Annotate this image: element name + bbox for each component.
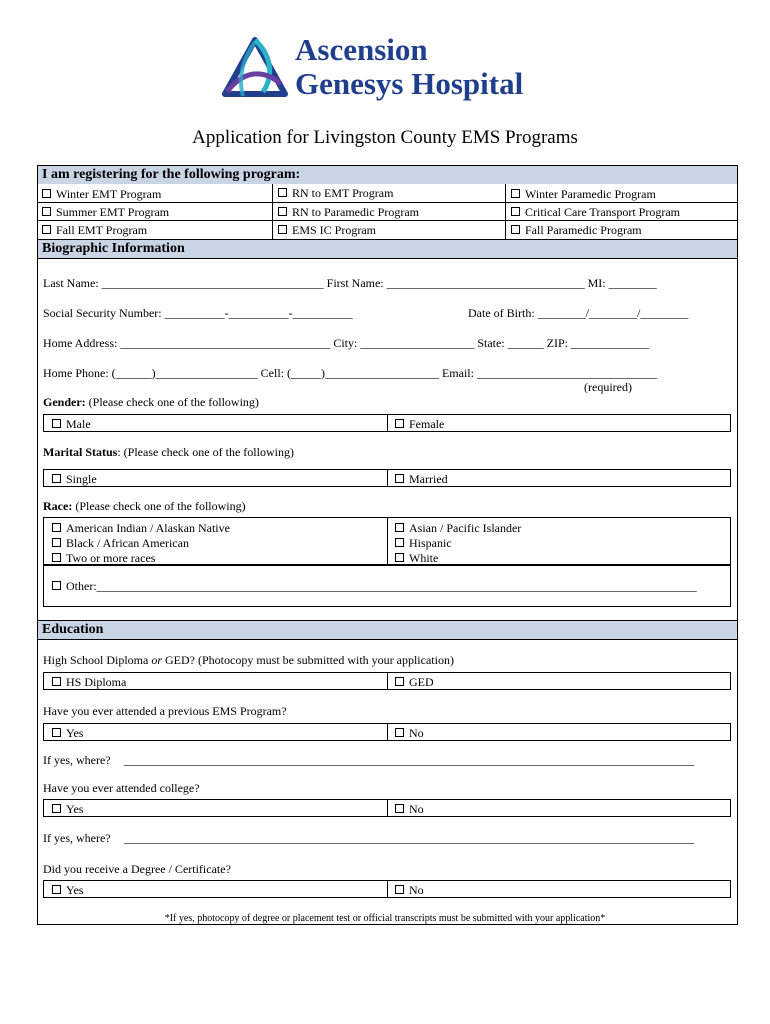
checkbox-icon[interactable]	[395, 677, 404, 686]
program-option[interactable]: Summer EMT Program	[42, 205, 169, 219]
program-header: I am registering for the following program:	[38, 166, 737, 184]
checkbox-icon[interactable]	[395, 419, 404, 428]
checkbox-icon[interactable]	[511, 189, 520, 198]
checkbox-icon[interactable]	[52, 885, 61, 894]
checkbox-icon[interactable]	[52, 523, 61, 532]
divider	[38, 639, 737, 640]
checkbox-icon[interactable]	[52, 581, 61, 590]
checkbox-icon[interactable]	[278, 188, 287, 197]
ems-question: Have you ever attended a previous EMS Program?	[43, 704, 287, 718]
divider	[272, 184, 273, 239]
race-option[interactable]: Two or more races	[52, 551, 155, 565]
checkbox-icon[interactable]	[395, 523, 404, 532]
dob-field[interactable]: Date of Birth: ________/________/________	[468, 306, 689, 320]
checkbox-icon[interactable]	[42, 207, 51, 216]
checkbox-icon[interactable]	[511, 207, 520, 216]
race-option[interactable]: Asian / Pacific Islander	[395, 521, 521, 535]
checkbox-icon[interactable]	[52, 419, 61, 428]
race-other-box	[43, 565, 731, 607]
checkbox-icon[interactable]	[42, 189, 51, 198]
diploma-options-box	[43, 672, 731, 690]
college-options-box	[43, 799, 731, 817]
checkbox-icon[interactable]	[52, 728, 61, 737]
ems-option-yes[interactable]: Yes	[52, 726, 83, 740]
divider	[387, 518, 388, 564]
program-option[interactable]: Critical Care Transport Program	[511, 205, 680, 219]
form-title: Application for Livingston County EMS Programs	[192, 127, 578, 148]
checkbox-icon[interactable]	[395, 538, 404, 547]
hospital-logo	[215, 34, 560, 104]
ems-where-label: If yes, where?	[43, 753, 111, 767]
college-option-no[interactable]: No	[395, 802, 424, 816]
college-where-label: If yes, where?	[43, 831, 111, 845]
divider	[387, 673, 388, 689]
checkbox-icon[interactable]	[52, 677, 61, 686]
marital-options-box	[43, 469, 731, 487]
trinity-logo-icon	[215, 34, 295, 104]
diploma-option-ged[interactable]: GED	[395, 675, 434, 689]
degree-option-yes[interactable]: Yes	[52, 883, 83, 897]
email-required-note: (required)	[584, 380, 632, 394]
race-options-box	[43, 517, 731, 565]
checkbox-icon[interactable]	[52, 804, 61, 813]
gender-option-male[interactable]: Male	[52, 417, 91, 431]
divider	[38, 202, 737, 203]
college-question: Have you ever attended college?	[43, 781, 200, 795]
checkbox-icon[interactable]	[278, 225, 287, 234]
checkbox-icon[interactable]	[511, 225, 520, 234]
degree-options-box	[43, 880, 731, 898]
diploma-option-hs[interactable]: HS Diploma	[52, 675, 126, 689]
divider	[38, 258, 737, 259]
logo-line-1: Ascension	[295, 32, 428, 67]
ssn-field[interactable]: Social Security Number: __________-__________-__________	[43, 306, 353, 320]
college-where-field[interactable]: _______________________________________________________________________________________________	[124, 831, 694, 845]
gender-options-box	[43, 414, 731, 432]
program-option[interactable]: Fall Paramedic Program	[511, 223, 642, 237]
ems-where-field[interactable]: _______________________________________________________________________________________________	[124, 753, 694, 767]
program-option[interactable]: Winter Paramedic Program	[511, 187, 656, 201]
ems-option-no[interactable]: No	[395, 726, 424, 740]
logo-line-2: Genesys Hospital	[295, 66, 524, 101]
marital-option-married[interactable]: Married	[395, 472, 448, 486]
marital-option-single[interactable]: Single	[52, 472, 97, 486]
bio-header: Biographic Information	[38, 240, 737, 258]
program-option[interactable]: Winter EMT Program	[42, 187, 161, 201]
divider	[505, 184, 506, 239]
checkbox-icon[interactable]	[395, 804, 404, 813]
college-option-yes[interactable]: Yes	[52, 802, 83, 816]
race-option[interactable]: White	[395, 551, 438, 565]
checkbox-icon[interactable]	[278, 207, 287, 216]
divider	[387, 724, 388, 740]
divider	[387, 800, 388, 816]
gender-question: Gender: (Please check one of the following)	[43, 395, 259, 409]
program-option[interactable]: RN to EMT Program	[278, 186, 393, 200]
degree-question: Did you receive a Degree / Certificate?	[43, 862, 231, 876]
phone-email-fields[interactable]: Home Phone: (______)_________________ Cell: (_____)___________________ Email: ______________________________	[43, 366, 657, 380]
ems-options-box	[43, 723, 731, 741]
checkbox-icon[interactable]	[52, 474, 61, 483]
race-option[interactable]: American Indian / Alaskan Native	[52, 521, 230, 535]
checkbox-icon[interactable]	[52, 553, 61, 562]
address-fields[interactable]: Home Address: ___________________________________ City: ___________________ State: ______ ZIP: _____________	[43, 336, 649, 350]
checkbox-icon[interactable]	[52, 538, 61, 547]
diploma-question: High School Diploma or GED? (Photocopy must be submitted with your application)	[43, 653, 454, 667]
marital-question: Marital Status: (Please check one of the following)	[43, 445, 294, 459]
checkbox-icon[interactable]	[395, 474, 404, 483]
name-fields[interactable]: Last Name: _____________________________________ First Name: _________________________________ MI: ________	[43, 276, 657, 290]
education-header: Education	[38, 621, 737, 639]
degree-option-no[interactable]: No	[395, 883, 424, 897]
degree-footnote: *If yes, photocopy of degree or placement test or official transcripts must be submitted with your application*	[164, 913, 606, 924]
race-question: Race: (Please check one of the following)	[43, 499, 246, 513]
divider	[387, 415, 388, 431]
race-option[interactable]: Hispanic	[395, 536, 452, 550]
race-option[interactable]: Black / African American	[52, 536, 189, 550]
divider	[387, 881, 388, 897]
race-option-other[interactable]: Other:____________________________________________________________________________________________________	[52, 579, 697, 593]
program-option[interactable]: RN to Paramedic Program	[278, 205, 419, 219]
checkbox-icon[interactable]	[395, 885, 404, 894]
divider	[38, 220, 737, 221]
program-option[interactable]: EMS IC Program	[278, 223, 376, 237]
program-option[interactable]: Fall EMT Program	[42, 223, 147, 237]
gender-option-female[interactable]: Female	[395, 417, 444, 431]
checkbox-icon[interactable]	[42, 225, 51, 234]
divider	[387, 470, 388, 486]
checkbox-icon[interactable]	[395, 728, 404, 737]
checkbox-icon[interactable]	[395, 553, 404, 562]
